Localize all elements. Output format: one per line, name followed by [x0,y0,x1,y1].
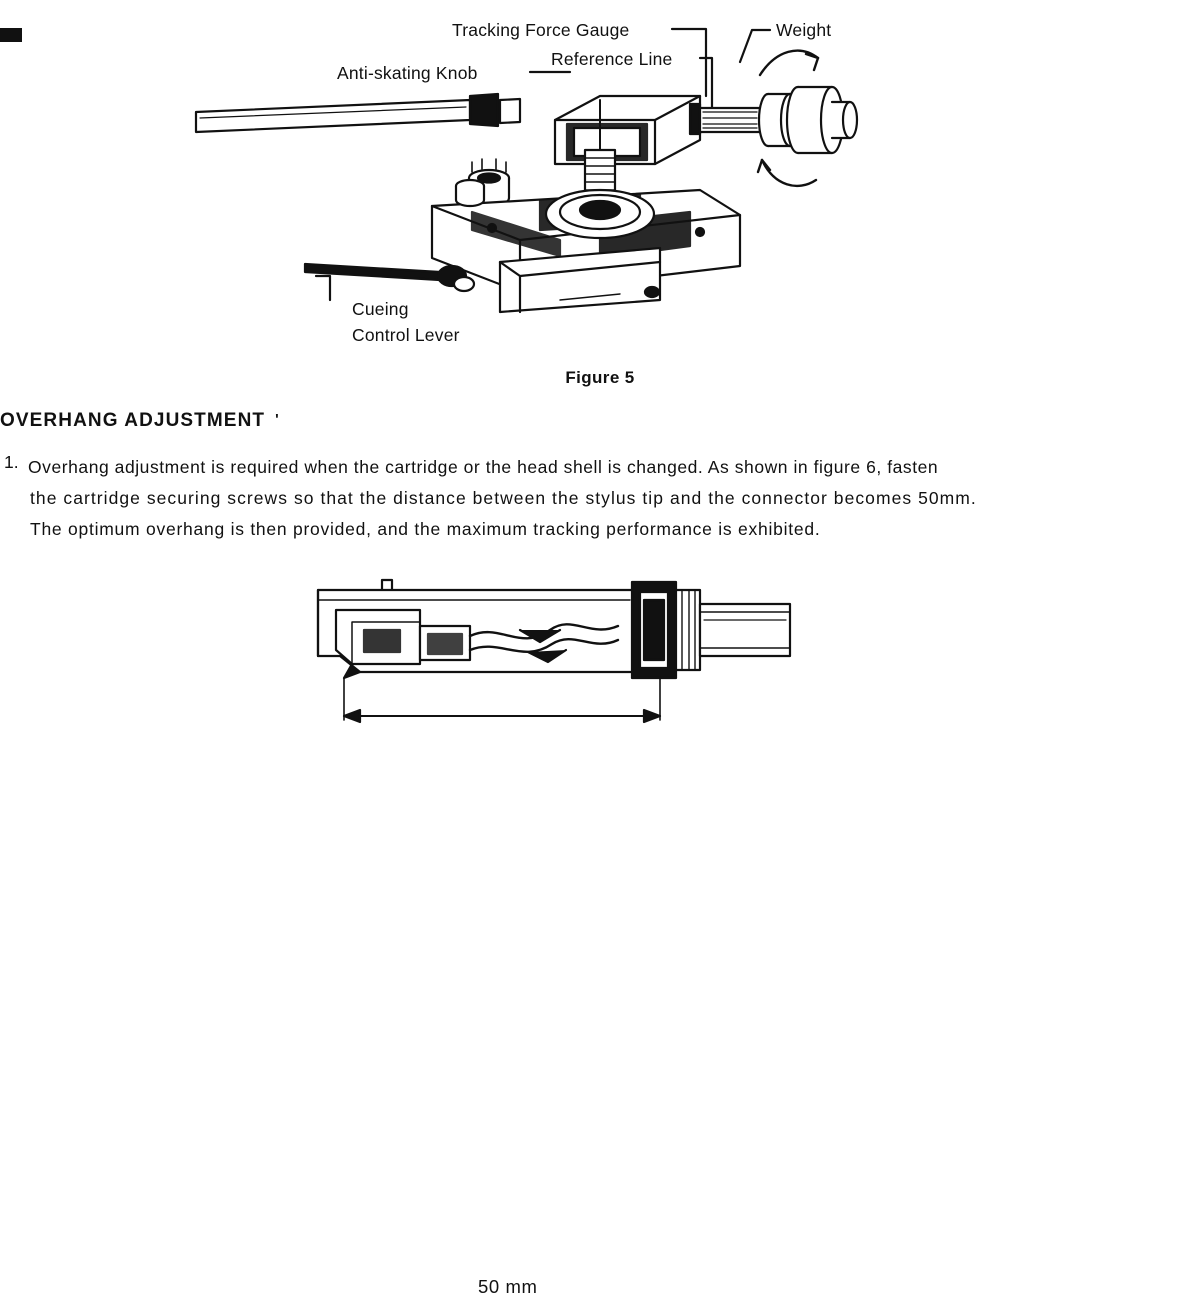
callout-cueing-control-lever-line2: Control Lever [352,325,460,345]
instruction-line-2: the cartridge securing screws so that the distance between the stylus tip and the connector becomes 50mm. [30,488,977,508]
figure-5-caption: Figure 5 [565,368,635,387]
section-heading-mark: ' [275,411,280,428]
callout-tracking-force-gauge: Tracking Force Gauge [452,20,630,40]
instruction-number: 1. [4,452,19,472]
headshell-drawing [0,560,1200,775]
callout-reference-line: Reference Line [551,49,673,69]
callout-anti-skating-knob: Anti-skating Knob [337,63,478,83]
callout-cueing-control-lever-line1: Cueing [352,299,409,319]
instruction-item-1 [0,452,1190,545]
instruction-line-3: The optimum overhang is then provided, and the maximum tracking performance is exhibited. [30,519,821,539]
section-heading-overhang-adjustment [0,410,280,432]
figure-6-illustration [0,560,1200,1297]
callout-weight: Weight [776,20,832,40]
section-heading-text: OVERHANG ADJUSTMENT [0,410,266,431]
instruction-line-1: Overhang adjustment is required when the cartridge or the head shell is changed. As shown in figure 6, fasten [28,457,939,477]
instruction-text [28,452,1174,545]
figure-5-illustration [0,0,1200,400]
dimension-label-50mm: 50 mm [470,1276,546,1298]
